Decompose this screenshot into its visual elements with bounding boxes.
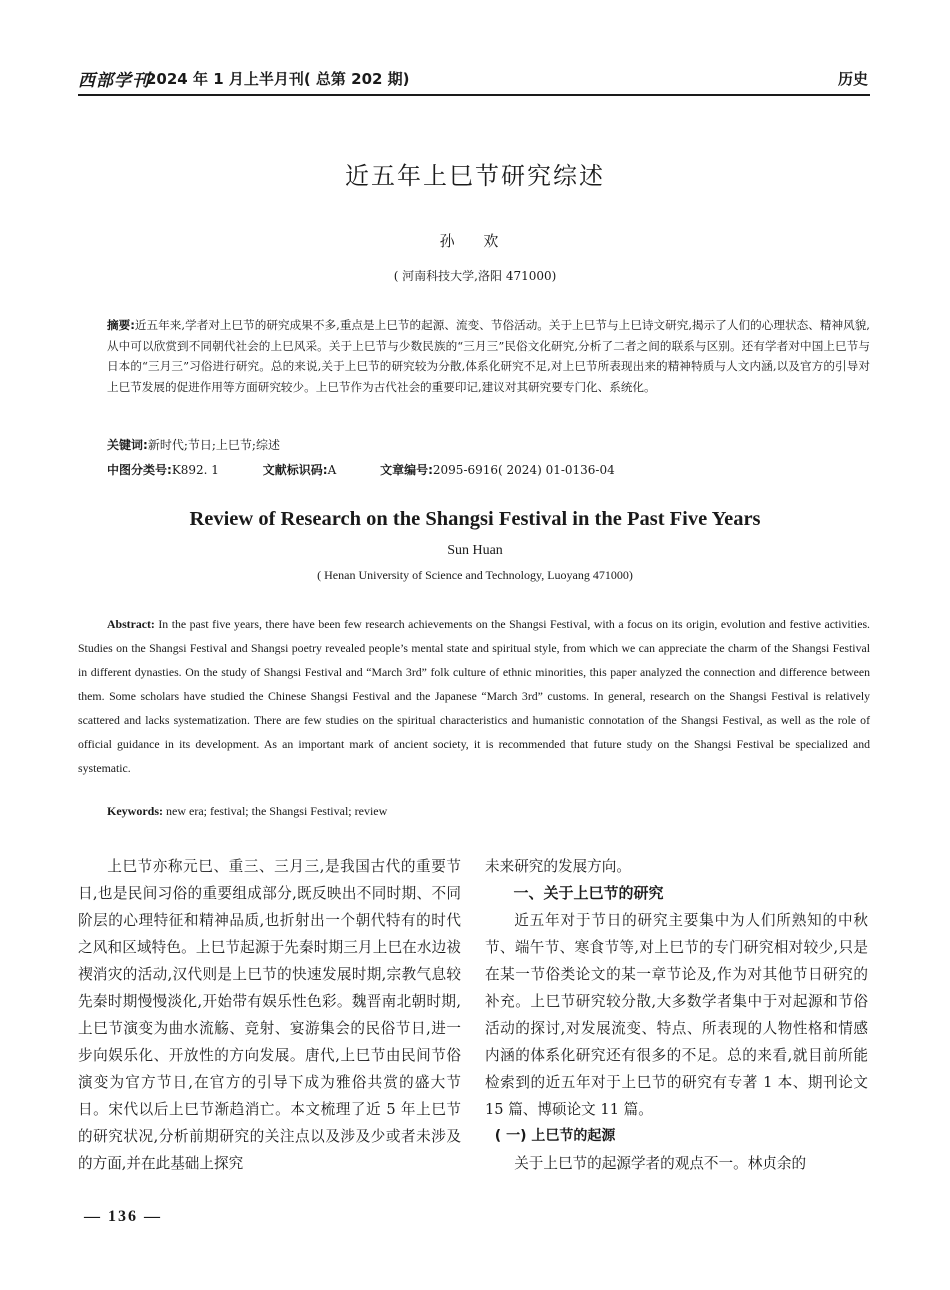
english-keywords-label: Keywords:	[107, 804, 163, 818]
english-title: Review of Research on the Shangsi Festival in the Past Five Years	[189, 508, 761, 530]
chinese-abstract	[107, 315, 870, 397]
body-paragraph: 关于上巳节的起源学者的观点不一。林贞余的	[514, 1155, 807, 1172]
abstract-text: 近五年来,学者对上巳节的研究成果不多,重点是上巳节的起源、流变、节俗活动。关于上巳节与上巳诗文研究,揭示了人们的心理状态、精神风貌,从中可以欣赏到不同朝代社会的上巳风采。关于上巳节与少数民族的“三月三”民俗文化研究,分析了二者之间的联系与区别。还有学者对中国上巳节与日本的“三月三”习俗进行研究。总的来说,关于上巳节的研究较为分散,体系化研究不足,对上巳节所表现出来的精神特质与人文内涵,以及官方的引导对上巳节发展的促进作用等方面研究较少。上巳节作为古代社会的重要印记,建议对其研究要专门化、系统化。	[107, 318, 870, 394]
journal-issue: 2024 年 1 月上半月刊( 总第 202 期)	[146, 70, 410, 88]
body-paragraph: 近五年对于节日的研究主要集中为人们所熟知的中秋节、端午节、寒食节等,对上巳节的专门研究相对较少,只是在某一节俗类论文的某一章节论及,作为对其他节日研究的补充。上巳节研究较分散,大多数学者集中于对起源和节俗活动的探讨,对发展流变、特点、所表现的人物性格和情感内涵的体系化研究还有很多的不足。总的来看,就目前所能检索到的近五年对于上巳节的研究有专著 1 本、期刊论文 15 篇、博硕论文 11 篇。	[485, 912, 868, 1118]
keywords-label: 关键词:	[107, 438, 148, 452]
classification-line	[107, 461, 867, 478]
english-keywords	[107, 804, 387, 819]
classification-value: K892. 1	[171, 463, 219, 477]
abstract-label: 摘要:	[107, 318, 135, 332]
body-column-left	[78, 853, 461, 1177]
page-number: — 136 —	[84, 1208, 162, 1225]
classification-label: 中图分类号:	[107, 463, 172, 477]
journal-logo: 西部学刊	[78, 71, 150, 91]
subsection-heading: ( 一) 上巳节的起源	[494, 1128, 616, 1144]
article-author: 孙 欢	[439, 232, 511, 250]
section-heading: 一、关于上巳节的研究	[513, 884, 664, 902]
article-affiliation: ( 河南科技大学,洛阳 471000)	[393, 269, 557, 283]
english-author: Sun Huan	[447, 543, 503, 558]
keywords-text: 新时代;节日;上巳节;综述	[147, 438, 280, 452]
english-affiliation: ( Henan University of Science and Technology, Luoyang 471000)	[317, 568, 633, 582]
doc-code-value: A	[327, 463, 337, 477]
english-keywords-text: new era; festival; the Shangsi Festival; review	[166, 804, 388, 818]
english-abstract-text: In the past five years, there have been few research achievements on the Shangsi Festival, with a focus on its origin, evolution and festive activities. Studies on the Shangsi Festival and Shangsi poetry revealed people’s mental state and spiritual style, from which we can appreciate the charm of the Shangsi Festival in different dynasties. On the study of Shangsi Festival and “March 3rd” folk culture of ethnic minorities, this paper analyzed the connection and difference between them. Some scholars have studied the Chinese Shangsi Festival and the Japanese “March 3rd” customs. In general, research on the Shangsi Festival is relatively scattered and lacks systematization. There are few studies on the spiritual characteristics and humanistic connotation of the Shangsi Festival, as well as the role of official guidance in its development. As an important mark of ancient society, it is recommended that future study on the Shangsi Festival be specialized and systematic.	[78, 617, 870, 775]
article-no-value: 2095-6916( 2024) 01-0136-04	[432, 463, 615, 477]
chinese-keywords	[107, 436, 280, 453]
body-paragraph-continuation: 未来研究的发展方向。	[485, 858, 631, 875]
doc-code-label: 文献标识码:	[262, 463, 328, 477]
english-abstract-label: Abstract:	[107, 617, 155, 631]
body-paragraph: 上巳节亦称元巳、重三、三月三,是我国古代的重要节日,也是民间习俗的重要组成部分,既反映出不同时期、不同阶层的心理特征和精神品质,也折射出一个朝代特有的时代之风和区域特色。上巳节起源于先秦时期三月上巳在水边祓禊消灾的活动,汉代则是上巳节的快速发展时期,宗教气息较先秦时期慢慢淡化,开始带有娱乐性色彩。魏晋南北朝时期,上巳节演变为曲水流觞、竞射、宴游集会的民俗节日,进一步向娱乐化、开放性的方向发展。唐代,上巳节由民间节俗演变为官方节日,在官方的引导下成为雅俗共赏的盛大节日。宋代以后上巳节渐趋消亡。本文梳理了近 5 年上巳节的研究状况,分析前期研究的关注点以及涉及少或者未涉及的方面,并在此基础上探究	[78, 858, 461, 1172]
body-column-right	[485, 853, 868, 1177]
english-abstract	[78, 612, 870, 780]
article-no-label: 文章编号:	[380, 463, 433, 477]
section-label: 历史	[837, 70, 868, 88]
page-header	[78, 64, 870, 96]
article-title: 近五年上巳节研究综述	[345, 162, 605, 190]
